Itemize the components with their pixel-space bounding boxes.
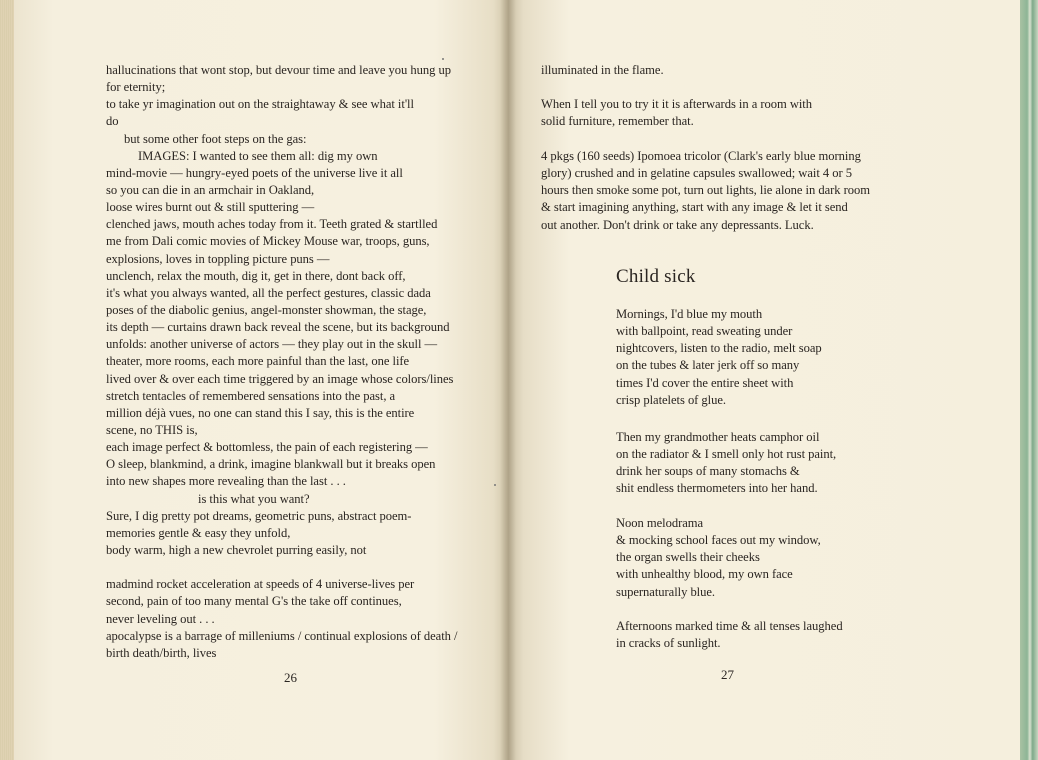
text-line: but some other foot steps on the gas: xyxy=(124,131,307,146)
text-line: Afternoons marked time & all tenses laughed xyxy=(616,619,843,633)
right-paragraph-3 xyxy=(541,148,870,234)
text-line: When I tell you to try it it is afterwards in a room with xyxy=(541,97,813,111)
text-line: in cracks of sunlight. xyxy=(616,636,721,651)
text-line: memories gentle & easy they unfold, xyxy=(106,525,291,540)
poem-stanza-2 xyxy=(616,429,836,498)
right-page-number: 27 xyxy=(721,667,734,682)
text-line: hours then smoke some pot, turn out lights, lie alone in dark room xyxy=(541,183,870,198)
text-line: Noon melodrama xyxy=(616,516,704,530)
text-line: supernaturally blue. xyxy=(616,584,716,599)
text-line: so you can die in an armchair in Oakland, xyxy=(106,182,315,197)
text-line: Mornings, I'd blue my mouth xyxy=(616,307,763,321)
book-gutter xyxy=(500,0,516,760)
text-line: nightcovers, listen to the radio, melt soap xyxy=(616,341,822,356)
text-line: times I'd cover the entire sheet with xyxy=(616,375,794,390)
text-line: & start imagining anything, start with any image & let it send xyxy=(541,200,848,215)
text-line: Sure, I dig pretty pot dreams, geometric puns, abstract poem- xyxy=(106,508,412,523)
page-edges xyxy=(0,0,14,760)
text-line: scene, no THIS is, xyxy=(106,422,198,437)
text-line: stretch tentacles of remembered sensations into the past, a xyxy=(106,388,396,403)
text-line: crisp platelets of glue. xyxy=(616,392,727,407)
text-line: clenched jaws, mouth aches today from it. Teeth grated & startlled xyxy=(106,217,438,232)
left-page-number: 26 xyxy=(284,670,297,685)
text-line: with unhealthy blood, my own face xyxy=(616,567,793,582)
text-line: million déjà vues, no one can stand this I say, this is the entire xyxy=(106,405,415,420)
text-line: do xyxy=(106,114,119,129)
text-line: never leveling out . . . xyxy=(106,611,215,626)
text-line: unclench, relax the mouth, dig it, get in there, dont back off, xyxy=(106,268,406,283)
text-line: hallucinations that wont stop, but devour time and leave you hung up xyxy=(106,63,451,77)
text-line: body warm, high a new chevrolet purring easily, not xyxy=(106,542,367,557)
text-line: apocalypse is a barrage of milleniums / continual explosions of death / xyxy=(106,628,458,643)
text-line: is this what you want? xyxy=(198,491,310,506)
left-page-text xyxy=(106,62,457,662)
text-line: each image perfect & bottomless, the pain of each registering — xyxy=(106,440,428,455)
text-line: with ballpoint, read sweating under xyxy=(616,324,793,339)
text-line: poses of the diabolic genius, angel-monster showman, the stage, xyxy=(106,302,427,317)
text-line: it's what you always wanted, all the perfect gestures, classic dada xyxy=(106,285,431,300)
text-line: mind-movie — hungry-eyed poets of the universe live it all xyxy=(106,165,403,180)
paper-speck xyxy=(442,58,444,60)
text-line: shit endless thermometers into her hand. xyxy=(616,481,818,496)
text-line: madmind rocket acceleration at speeds of 4 universe-lives per xyxy=(106,577,415,592)
text-line xyxy=(106,559,457,576)
text-line: out another. Don't drink or take any depressants. Luck. xyxy=(541,217,814,232)
text-line: 4 pkgs (160 seeds) Ipomoea tricolor (Clark's early blue morning xyxy=(541,149,861,163)
text-line: theater, more rooms, each more painful than the last, one life xyxy=(106,354,410,369)
poem-stanza-1 xyxy=(616,306,822,409)
text-line: birth death/birth, lives xyxy=(106,645,217,660)
text-line: glory) crushed and in gelatine capsules swallowed; wait 4 or 5 xyxy=(541,166,852,181)
book-cover-edge xyxy=(1020,0,1038,760)
text-line: to take yr imagination out on the straightaway & see what it'll xyxy=(106,97,414,112)
right-paragraph-1 xyxy=(541,62,664,79)
text-line: loose wires burnt out & still sputtering — xyxy=(106,200,315,215)
text-line: IMAGES: I wanted to see them all: dig my own xyxy=(138,148,378,163)
text-line: on the tubes & later jerk off so many xyxy=(616,358,800,373)
text-line: into new shapes more revealing than the last . . . xyxy=(106,474,346,489)
text-line: explosions, loves in toppling picture puns — xyxy=(106,251,330,266)
poem-stanza-3 xyxy=(616,515,821,601)
text-line: solid furniture, remember that. xyxy=(541,114,694,129)
text-line: drink her soups of many stomachs & xyxy=(616,464,800,479)
text-line: its depth — curtains drawn back reveal the scene, but its background xyxy=(106,320,450,335)
paper-speck xyxy=(494,484,496,486)
text-line: second, pain of too many mental G's the take off continues, xyxy=(106,594,402,609)
text-line: for eternity; xyxy=(106,80,166,95)
poem-title: Child sick xyxy=(616,266,696,287)
right-paragraph-2 xyxy=(541,96,812,130)
text-line: Then my grandmother heats camphor oil xyxy=(616,430,820,444)
text-line: O sleep, blankmind, a drink, imagine blankwall but it breaks open xyxy=(106,457,436,472)
text-line: the organ swells their cheeks xyxy=(616,550,760,565)
text-line: unfolds: another universe of actors — they play out in the skull — xyxy=(106,337,438,352)
text-line: me from Dali comic movies of Mickey Mouse war, troops, guns, xyxy=(106,234,430,249)
text-line: illuminated in the flame. xyxy=(541,63,664,77)
poem-stanza-4 xyxy=(616,618,843,652)
text-line: lived over & over each time triggered by an image whose colors/lines xyxy=(106,371,454,386)
text-line: & mocking school faces out my window, xyxy=(616,533,821,548)
text-line: on the radiator & I smell only hot rust paint, xyxy=(616,447,837,462)
